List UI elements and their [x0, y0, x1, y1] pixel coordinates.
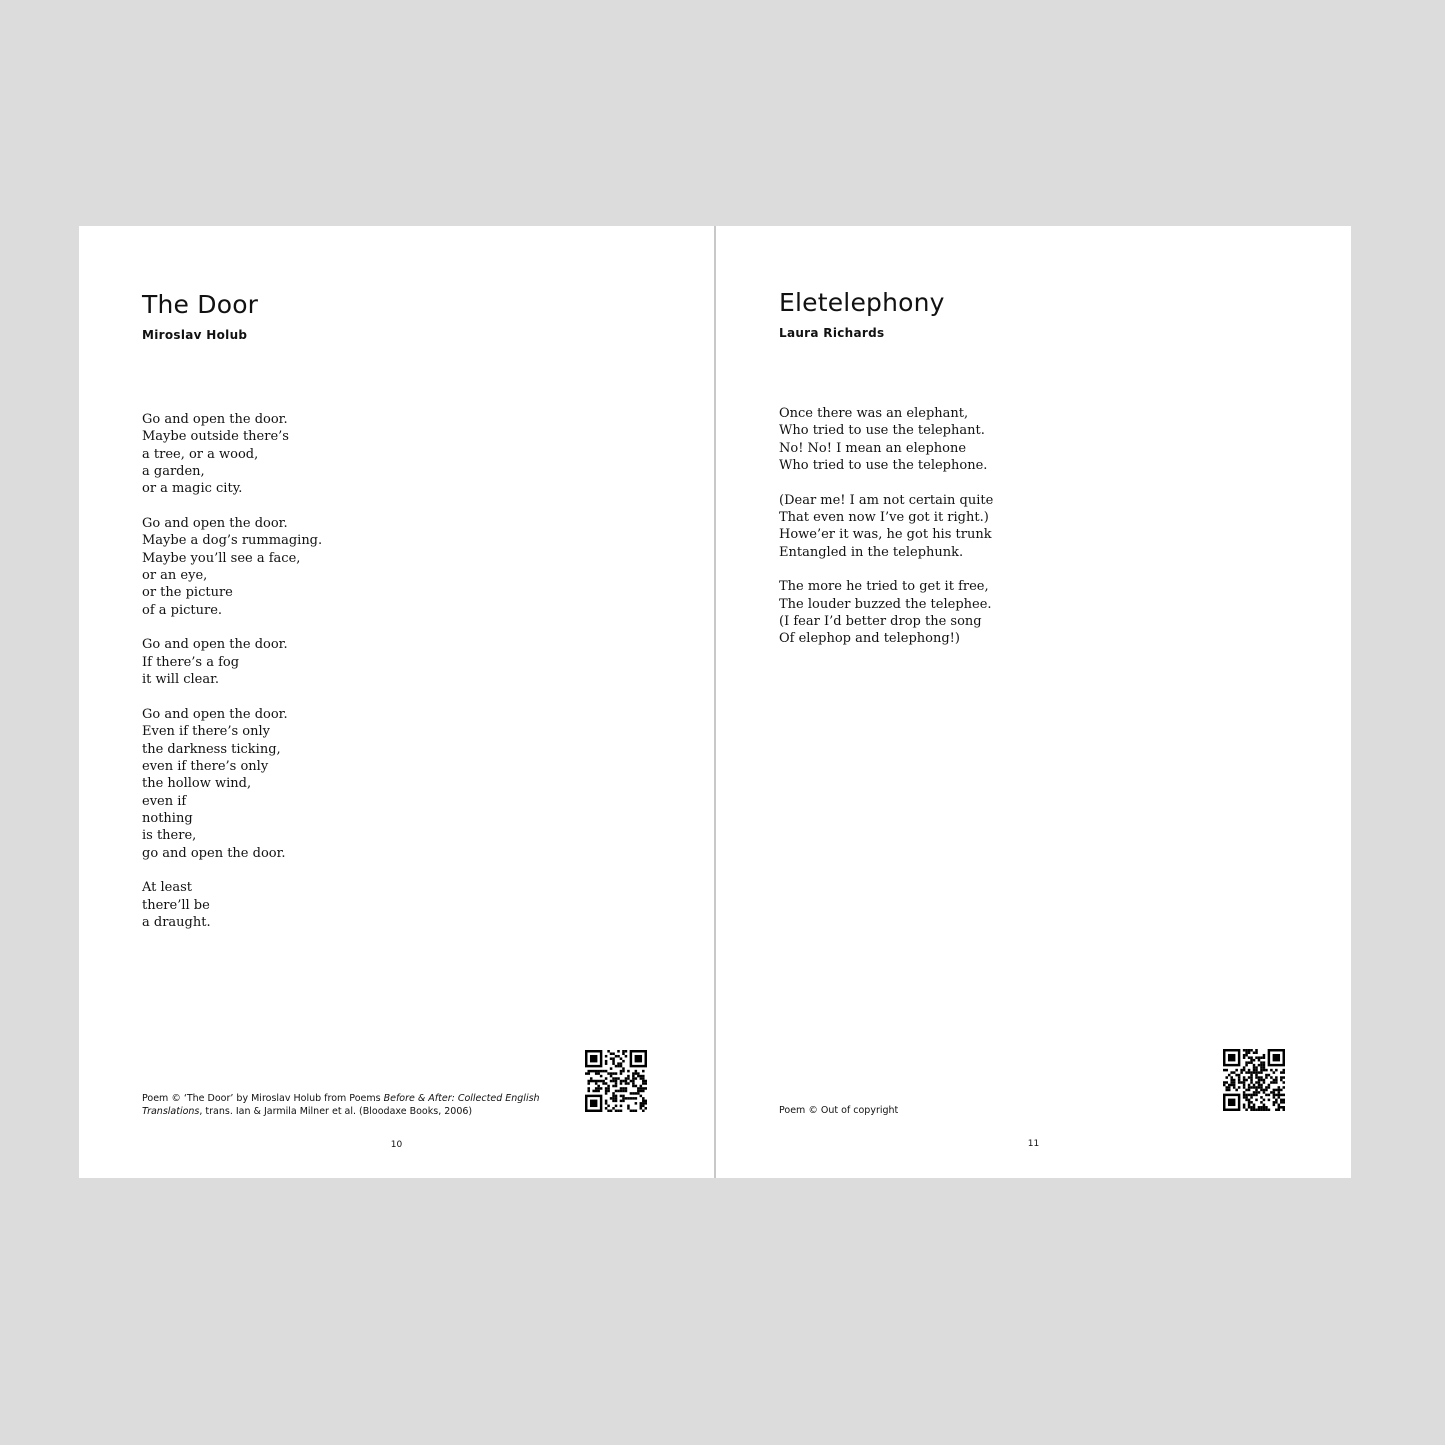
- right-page: [716, 226, 1351, 1178]
- poem-line: The more he tried to get it free,: [779, 579, 989, 595]
- stanza: [142, 706, 322, 862]
- poem-line: Even if there’s only: [142, 724, 270, 740]
- poem-line: Go and open the door.: [142, 516, 288, 532]
- page-number: 11: [1027, 1139, 1040, 1149]
- poem-line: Maybe a dog’s rummaging.: [142, 533, 323, 549]
- poem-line: (I fear I’d better drop the song: [779, 614, 982, 630]
- poem-line: Of elephop and telephong!): [779, 631, 960, 647]
- poem-line: even if there’s only: [142, 758, 269, 774]
- poem-line: a tree, or a wood,: [142, 446, 259, 462]
- poem-body: [779, 405, 993, 665]
- stanza: [779, 578, 993, 647]
- stanza: [142, 636, 322, 688]
- poem-line: go and open the door.: [142, 845, 286, 861]
- poem-line: Maybe outside there’s: [142, 429, 289, 445]
- poem-credit: Poem © Out of copyright: [779, 1105, 899, 1116]
- poem-line: Once there was an elephant,: [779, 406, 969, 421]
- poem-title: Eletelephony: [779, 288, 945, 317]
- poem-line: it will clear.: [142, 672, 220, 688]
- poem-line: Go and open the door.: [142, 637, 288, 653]
- qr-code-icon[interactable]: [1223, 1049, 1285, 1111]
- poem-line: Who tried to use the telephone.: [779, 458, 988, 474]
- poem-credit: [142, 1092, 572, 1118]
- poem-line: Entangled in the telephunk.: [779, 544, 964, 560]
- poem-line: Maybe you’ll see a face,: [142, 550, 301, 566]
- page-number: 10: [390, 1140, 403, 1150]
- poem-line: is there,: [142, 828, 197, 844]
- poem-author: Miroslav Holub: [142, 328, 248, 342]
- poem-title: The Door: [142, 290, 259, 319]
- poem-line: the darkness ticking,: [142, 741, 281, 757]
- poem-line: or an eye,: [142, 568, 208, 584]
- poem-line: If there’s a fog: [142, 654, 240, 670]
- stanza: [142, 879, 322, 931]
- stanza: [142, 411, 322, 498]
- poem-line: or a magic city.: [142, 481, 243, 497]
- stanza: [142, 515, 322, 619]
- poem-line: Go and open the door.: [142, 412, 288, 427]
- poem-author: Laura Richards: [779, 326, 885, 340]
- poem-line: At least: [142, 880, 193, 896]
- credit-text: Poem © ‘The Door’ by Miroslav Holub from Poems: [142, 1093, 384, 1104]
- poem-line: of a picture.: [142, 602, 223, 618]
- poem-line: That even now I’ve got it right.): [779, 510, 989, 526]
- qr-code-icon[interactable]: [585, 1050, 647, 1112]
- poem-line: The louder buzzed the telephee.: [779, 596, 992, 612]
- poem-line: a garden,: [142, 464, 205, 480]
- poem-line: there’ll be: [142, 897, 210, 913]
- credit-book-title: Before & After: Collected English Translations: [142, 1093, 540, 1117]
- poem-line: Howe’er it was, he got his trunk: [779, 527, 992, 543]
- poem-line: or the picture: [142, 585, 233, 601]
- stanza: [779, 492, 993, 561]
- credit-text-end: , trans. Ian & Jarmila Milner et al. (Bloodaxe Books, 2006): [199, 1106, 473, 1117]
- stanza: [779, 405, 993, 474]
- poem-line: a draught.: [142, 914, 211, 930]
- poem-body: [142, 411, 322, 949]
- poem-line: the hollow wind,: [142, 776, 252, 792]
- poem-line: Go and open the door.: [142, 706, 288, 722]
- poem-line: Who tried to use the telephant.: [779, 423, 985, 439]
- poem-line: nothing: [142, 810, 193, 826]
- poem-line: even if: [142, 793, 187, 809]
- poem-line: (Dear me! I am not certain quite: [779, 492, 994, 508]
- left-page: [79, 226, 714, 1178]
- poem-line: No! No! I mean an elephone: [779, 440, 967, 456]
